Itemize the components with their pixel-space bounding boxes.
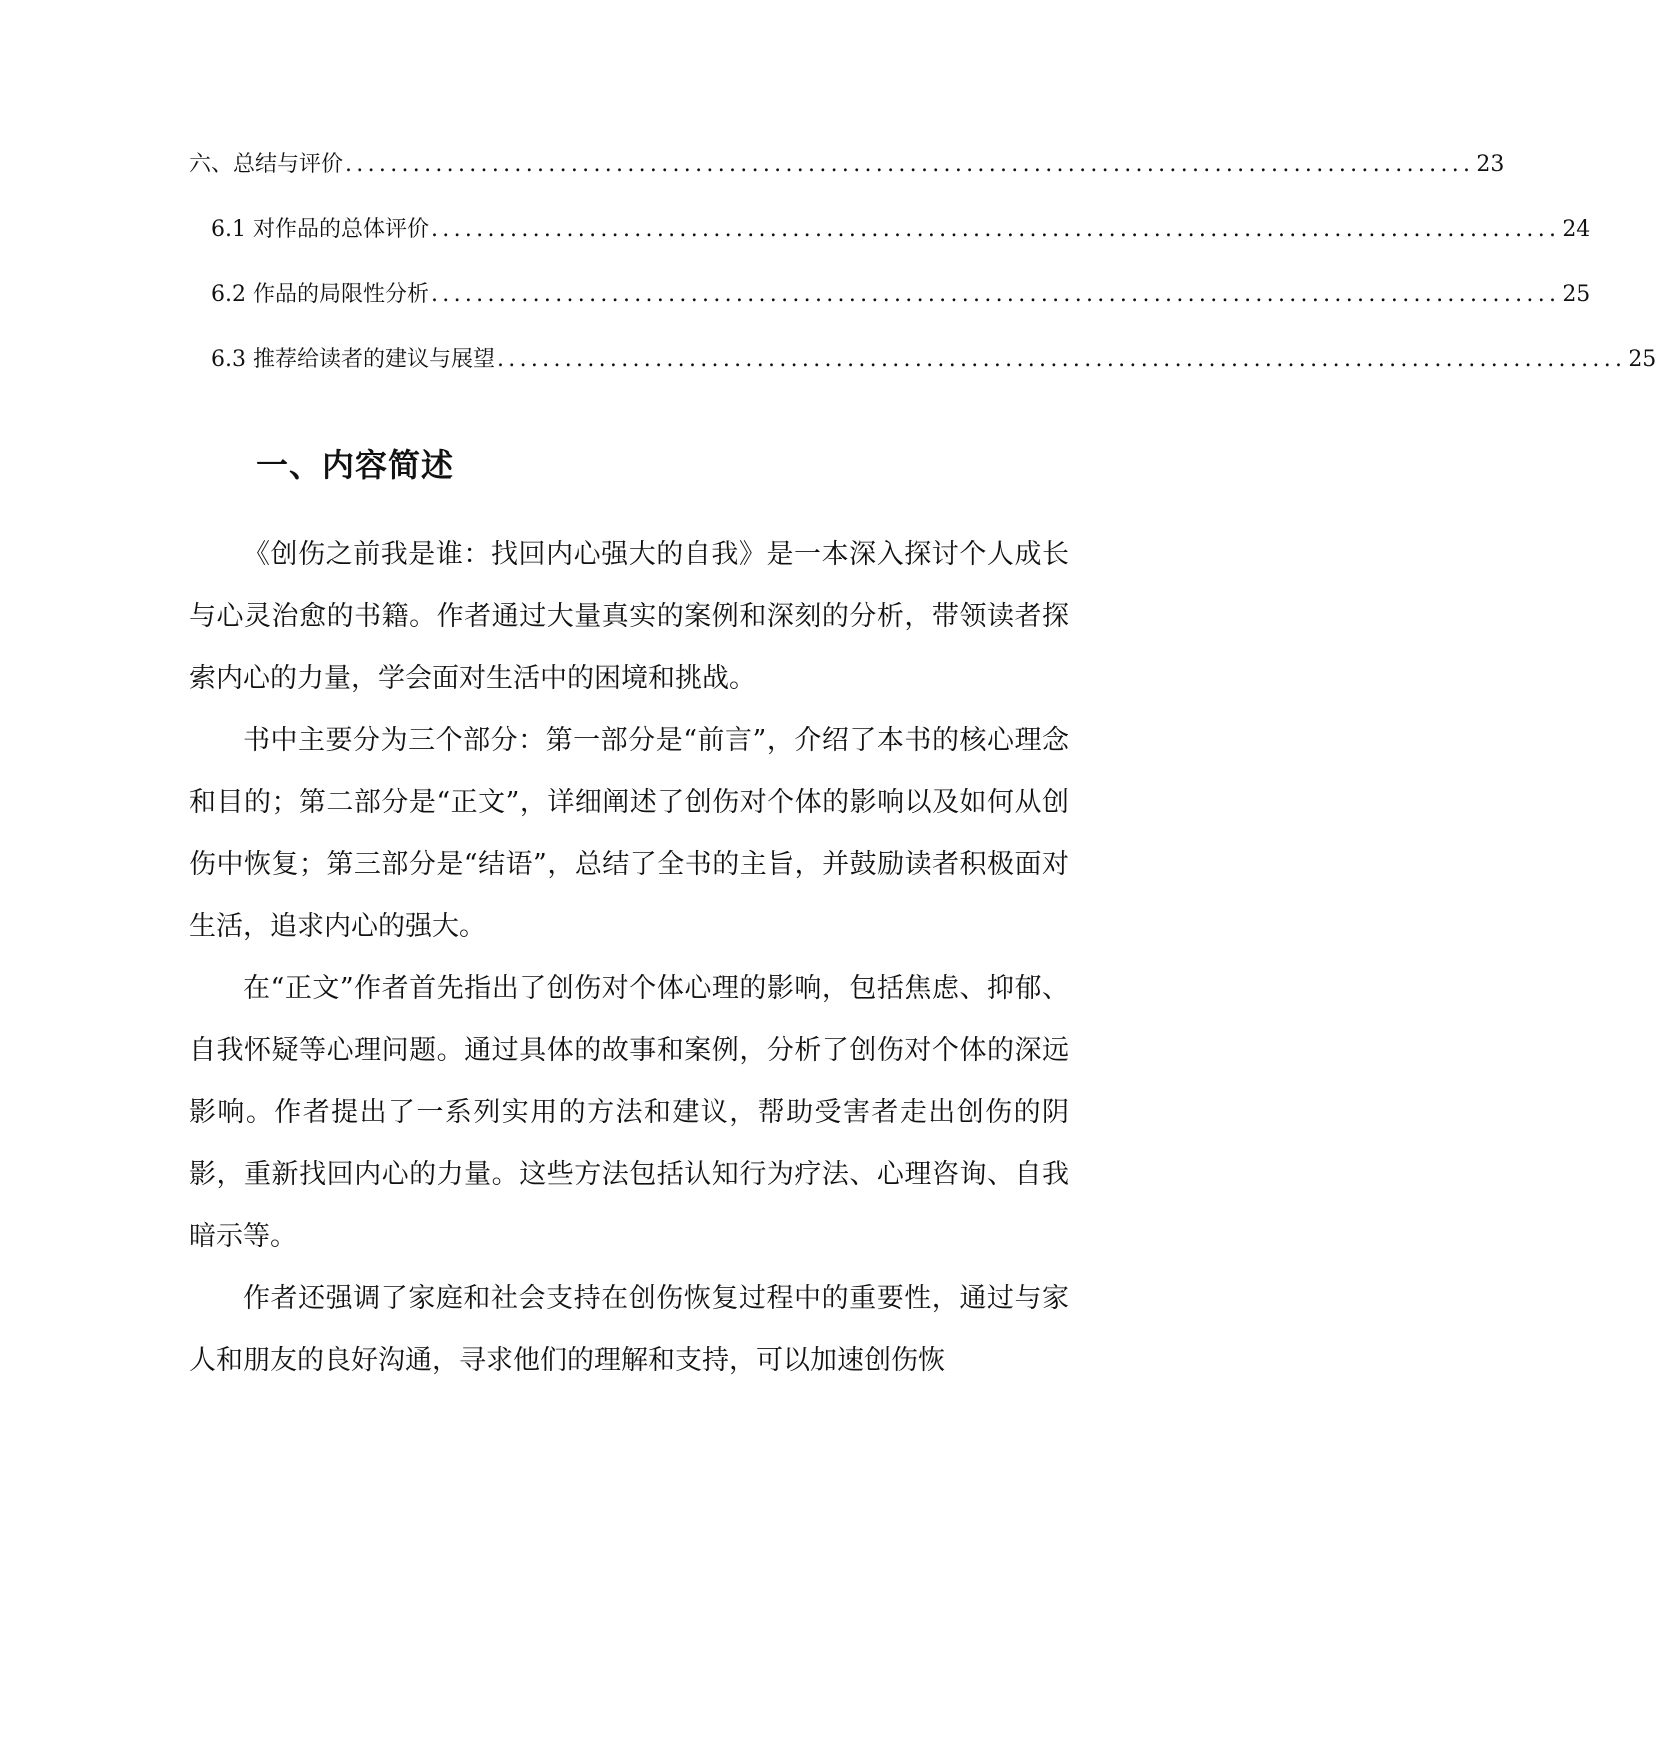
toc-leader-dots: ....................................................................................................	[430, 282, 1561, 307]
section-heading: 一、内容简述	[256, 446, 455, 484]
section-body	[189, 524, 1069, 1392]
toc-page-number: 24	[1562, 217, 1591, 242]
toc-page-number: 25	[1628, 347, 1656, 372]
paragraph: 作者还强调了家庭和社会支持在创伤恢复过程中的重要性，通过与家人和朋友的良好沟通，寻求他们的理解和支持，可以加速创伤恢	[189, 1283, 1069, 1376]
toc-entry-label: 六、总结与评价	[189, 152, 344, 177]
table-of-contents	[189, 148, 1656, 408]
paragraph: 在“正文”作者首先指出了创伤对个体心理的影响，包括焦虑、抑郁、自我怀疑等心理问题。通过具体的故事和案例，分析了创伤对个体的深远影响。作者提出了一系列实用的方法和建议，帮助受害者走出创伤的阴影，重新找回内心的力量。这些方法包括认知行为疗法、心理咨询、自我暗示等。	[189, 973, 1069, 1252]
toc-leader-dots: ....................................................................................................	[345, 152, 1475, 177]
paragraph: 书中主要分为三个部分：第一部分是“前言”，介绍了本书的核心理念和目的；第二部分是“正文”，详细阐述了创伤对个体的影响以及如何从创伤中恢复；第三部分是“结语”，总结了全书的主旨，并鼓励读者积极面对生活，追求内心的强大。	[189, 725, 1069, 942]
toc-page-number: 23	[1476, 152, 1505, 177]
toc-entry-6[interactable]	[189, 148, 1505, 182]
toc-entry-6-3[interactable]	[189, 343, 1656, 377]
toc-entry-6-2[interactable]	[189, 278, 1591, 312]
toc-entry-label: 6.3 推荐给读者的建议与展望	[211, 347, 495, 372]
toc-entry-6-1[interactable]	[189, 213, 1591, 247]
toc-page-number: 25	[1562, 282, 1591, 307]
toc-entry-label: 6.1 对作品的总体评价	[211, 217, 429, 242]
paragraph: 《创伤之前我是谁：找回内心强大的自我》是一本深入探讨个人成长与心灵治愈的书籍。作者通过大量真实的案例和深刻的分析，带领读者探索内心的力量，学会面对生活中的困境和挑战。	[189, 539, 1069, 694]
toc-entry-label: 6.2 作品的局限性分析	[211, 282, 429, 307]
toc-leader-dots: ....................................................................................................	[430, 217, 1561, 242]
toc-leader-dots: ....................................................................................................	[496, 347, 1627, 372]
